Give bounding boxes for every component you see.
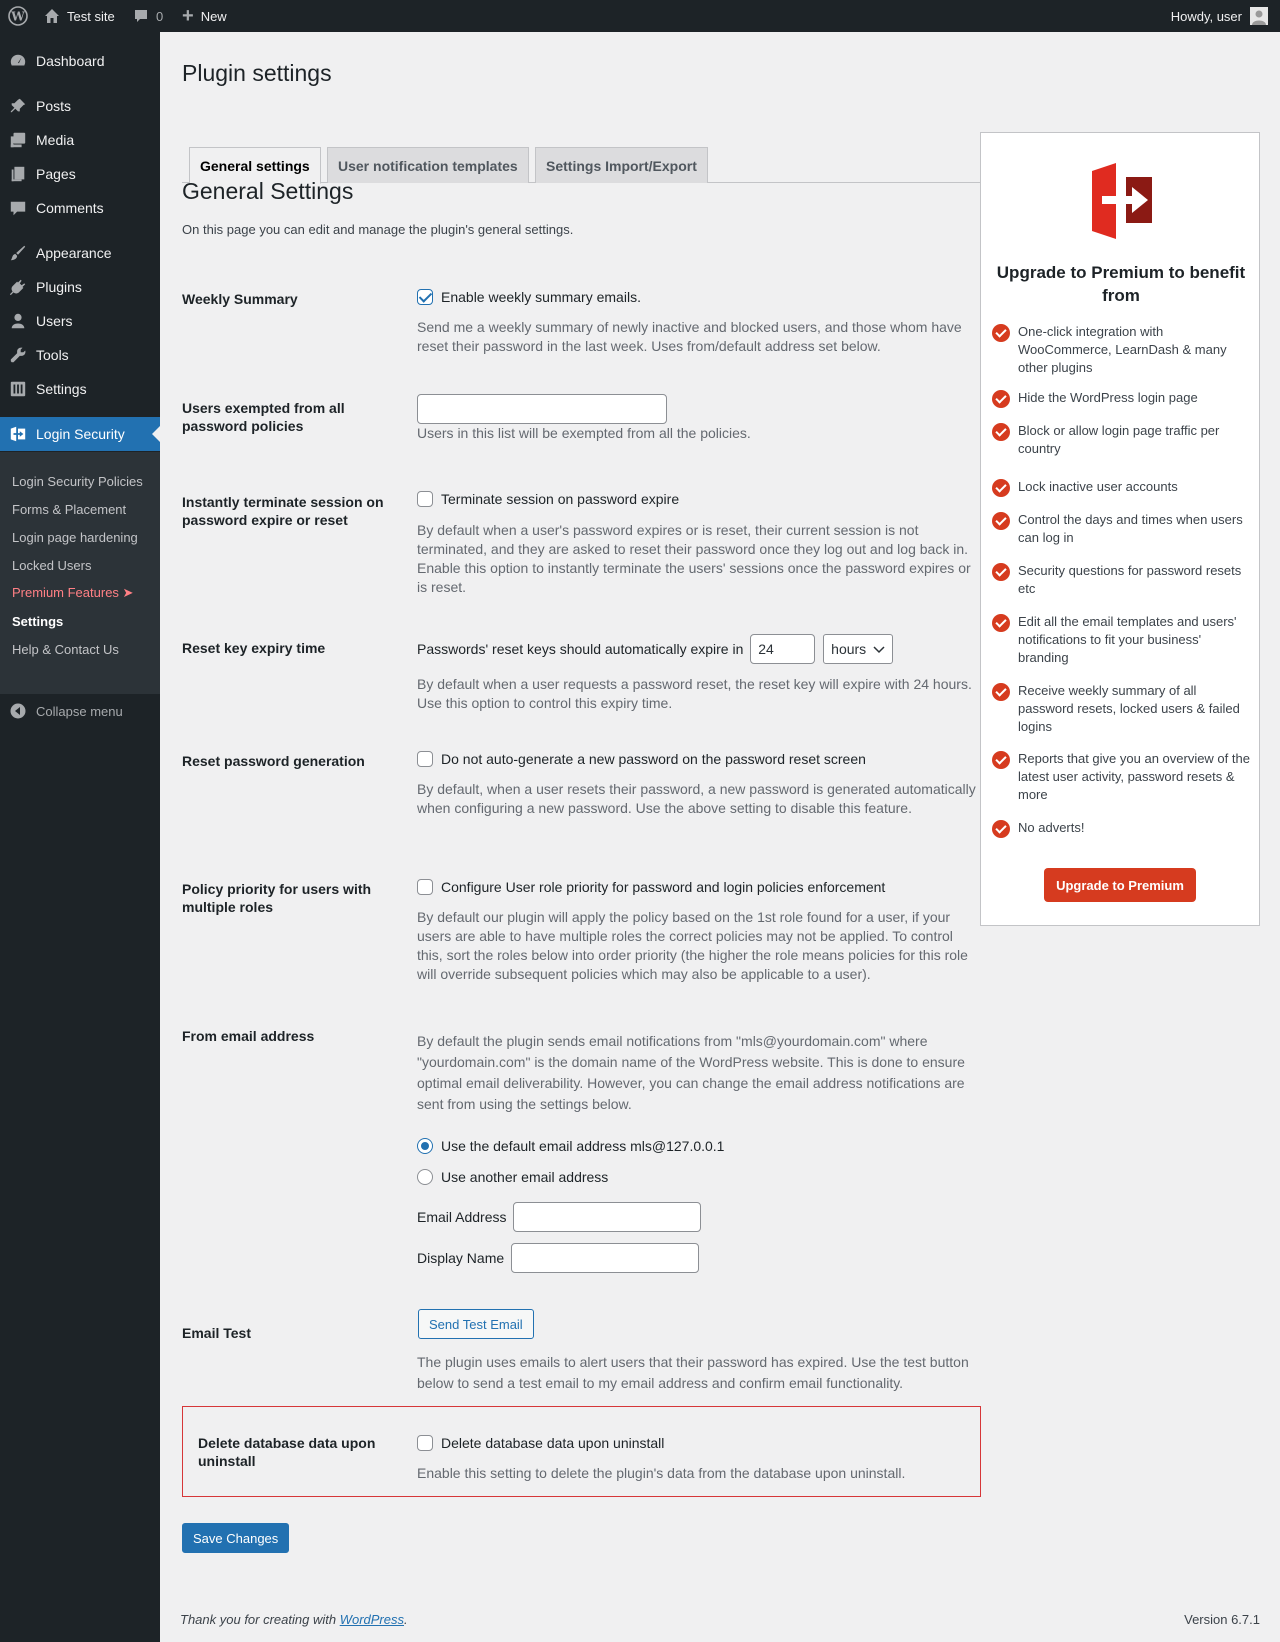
reset-key-expiry-desc: By default when a user requests a password reset, the reset key will expire with 24 hours. Use this option to control this expiry time. [417, 676, 972, 711]
weekly-summary-checkbox-label: Enable weekly summary emails. [441, 289, 641, 305]
footer-thanks [180, 1612, 408, 1627]
tab-user-notification-templates[interactable]: User notification templates [327, 147, 529, 183]
exempted-users-input[interactable] [417, 394, 667, 424]
premium-feature-text: One-click integration with WooCommerce, LearnDash & many other plugins [1018, 324, 1227, 375]
premium-feature [992, 511, 1252, 547]
site-name: Test site [67, 8, 115, 24]
premium-feature-text: Edit all the email templates and users' notifications to fit your business' branding [1018, 614, 1237, 665]
display-name-label: Display Name [417, 1250, 505, 1266]
collapse-menu-button[interactable] [0, 700, 160, 722]
email-test-label: Email Test [182, 1325, 251, 1341]
sidebar-item-login-security[interactable] [0, 417, 160, 451]
login-security-icon [0, 425, 36, 443]
weekly-summary-checkbox[interactable] [417, 289, 433, 305]
terminate-session-field [417, 491, 972, 508]
premium-feature [992, 682, 1252, 736]
sidebar-item-dashboard[interactable] [0, 44, 160, 78]
delete-data-desc: Enable this setting to delete the plugin's data from the database upon uninstall. [417, 1465, 906, 1481]
weekly-summary-desc: Send me a weekly summary of newly inactive and blocked users, and those whom have reset their password in the last week. Uses from/default address set below. [417, 319, 962, 354]
submenu-forms-placement[interactable]: Forms & Placement [12, 501, 127, 517]
sidebar-item-label: Users [36, 313, 73, 329]
delete-data-label: Delete database data upon uninstall [198, 1435, 376, 1469]
exempted-users-desc: Users in this list will be exempted from all the policies. [417, 425, 751, 441]
email-address-label: Email Address [417, 1209, 507, 1225]
check-circle-icon [992, 820, 1010, 838]
wrench-icon [0, 346, 36, 364]
premium-feature-text: Control the days and times when users can log in [1018, 512, 1243, 545]
policy-priority-checkbox-label: Configure User role priority for password and login policies enforcement [441, 879, 886, 895]
premium-title: Upgrade to Premium to benefit from [996, 263, 1246, 305]
sidebar-item-label: Tools [36, 347, 69, 363]
sidebar-item-settings[interactable] [0, 372, 160, 406]
avatar [1250, 7, 1268, 25]
from-email-label: From email address [182, 1028, 315, 1044]
premium-feature [992, 819, 1252, 838]
delete-data-checkbox-label: Delete database data upon uninstall [441, 1435, 665, 1451]
email-test-desc: The plugin uses emails to alert users that their password has expired. Use the test button below to send a test email to my email address and confirm email functionality. [417, 1354, 969, 1391]
svg-text:W: W [11, 9, 25, 24]
sidebar-item-posts[interactable] [0, 89, 160, 123]
premium-feature [992, 613, 1252, 667]
page-title: Plugin settings [182, 60, 332, 86]
user-icon [0, 312, 36, 330]
premium-feature [992, 323, 1252, 377]
premium-feature [992, 389, 1252, 408]
email-address-field [417, 1202, 972, 1232]
sidebar-item-label: Settings [36, 381, 87, 397]
send-test-email-button[interactable]: Send Test Email [418, 1309, 534, 1339]
sidebar-item-label: Plugins [36, 279, 82, 295]
tab-settings-import-export[interactable]: Settings Import/Export [535, 147, 708, 183]
reset-password-generation-checkbox-label: Do not auto-generate a new password on the password reset screen [441, 751, 866, 767]
default-email-radio-label: Use the default email address mls@127.0.0.1 [441, 1138, 725, 1154]
reset-key-expiry-field [417, 634, 972, 664]
upgrade-premium-button[interactable]: Upgrade to Premium [1044, 868, 1196, 902]
exempted-users-label: Users exempted from all password policies [182, 400, 345, 434]
plug-icon [0, 278, 36, 296]
reset-key-unit-select[interactable] [823, 634, 893, 664]
policy-priority-field [417, 879, 972, 896]
sidebar-item-label: Posts [36, 98, 72, 114]
home-icon [44, 8, 60, 24]
pin-icon [0, 97, 36, 115]
other-email-radio-label: Use another email address [441, 1169, 609, 1185]
premium-feature [992, 478, 1252, 497]
sidebar-item-label: Appearance [36, 245, 112, 261]
reset-password-generation-label: Reset password generation [182, 753, 365, 769]
sidebar-item-plugins[interactable] [0, 270, 160, 304]
check-circle-icon [992, 423, 1010, 441]
sidebar-item-appearance[interactable] [0, 236, 160, 270]
chevron-down-icon [873, 641, 885, 657]
settings-tabs [182, 114, 982, 183]
plus-icon: + [182, 4, 194, 27]
admin-sidebar [0, 32, 160, 1642]
premium-feature-text: Block or allow login page traffic per country [1018, 423, 1220, 456]
check-circle-icon [992, 512, 1010, 530]
terminate-session-checkbox-label: Terminate session on password expire [441, 491, 680, 507]
plugin-logo-icon [1090, 163, 1154, 242]
submenu-login-security-policies[interactable]: Login Security Policies [12, 473, 143, 489]
premium-upsell-box [980, 132, 1260, 926]
default-email-option[interactable] [417, 1138, 972, 1155]
weekly-summary-field [417, 289, 972, 306]
premium-feature-text: Hide the WordPress login page [1018, 390, 1198, 405]
from-email-desc: By default the plugin sends email notifications from "mls@yourdomain.com" where "yourdomain.com" is the domain name of the WordPress website. This is done to ensure optimal email deliverability. However, you can change the email address notifications are sent from using the settings below. [417, 1033, 965, 1112]
other-email-radio[interactable] [417, 1169, 433, 1185]
submenu-locked-users[interactable]: Locked Users [12, 557, 92, 573]
delete-data-checkbox[interactable] [417, 1435, 433, 1451]
pages-icon [0, 165, 36, 183]
default-email-radio[interactable] [417, 1138, 433, 1154]
check-circle-icon [992, 563, 1010, 581]
check-circle-icon [992, 751, 1010, 769]
collapse-icon [0, 703, 36, 719]
intro-text: On this page you can edit and manage the plugin's general settings. [182, 222, 574, 237]
sidebar-item-tools[interactable] [0, 338, 160, 372]
comment-icon [133, 8, 149, 24]
other-email-option[interactable] [417, 1169, 972, 1186]
reset-password-generation-checkbox[interactable] [417, 751, 433, 767]
sidebar-item-label: Dashboard [36, 53, 105, 69]
submenu-help-contact[interactable]: Help & Contact Us [12, 641, 119, 657]
policy-priority-checkbox[interactable] [417, 879, 433, 895]
exempted-users-field [417, 394, 972, 424]
premium-feature [992, 750, 1252, 804]
check-circle-icon [992, 479, 1010, 497]
media-icon [0, 131, 36, 149]
reset-key-expiry-text: Passwords' reset keys should automatically expire in [417, 641, 744, 657]
wordpress-link[interactable]: WordPress [339, 1612, 404, 1627]
premium-feature-text: No adverts! [1018, 820, 1085, 835]
sidebar-item-label: Pages [36, 166, 76, 182]
footer-thanks-text: Thank you for creating with [180, 1612, 337, 1627]
reset-key-expiry-input[interactable]: 24 [750, 634, 815, 664]
display-name-input[interactable] [511, 1243, 699, 1273]
check-circle-icon [992, 390, 1010, 408]
policy-priority-desc: By default our plugin will apply the policy based on the 1st role found for a user, if your users are able to have multiple roles the correct policies may not be applied. To control this, sort the roles below into order priority (the higher the role means policies for this role will override subsequent policies which may also be applicable to a user). [417, 909, 968, 982]
new-label: New [200, 8, 227, 24]
sidebar-item-media[interactable] [0, 123, 160, 157]
comment-icon [0, 199, 36, 217]
sidebar-item-label: Comments [36, 200, 104, 216]
terminate-session-desc: By default when a user's password expires or is reset, their current session is not terminated, and they are asked to reset their password once they log out and log back in. Enable this option to instantly terminate the users' sessions once the password expires or is reset. [417, 522, 971, 595]
sidebar-item-comments[interactable] [0, 191, 160, 225]
dashboard-icon [0, 52, 36, 70]
login-security-submenu [0, 452, 160, 694]
premium-feature-text: Lock inactive user accounts [1018, 479, 1178, 494]
comments-link[interactable] [133, 0, 163, 32]
new-content-link[interactable] [182, 0, 227, 32]
check-circle-icon [992, 324, 1010, 342]
check-circle-icon [992, 683, 1010, 701]
tab-general-settings[interactable]: General settings [189, 147, 321, 184]
comments-count: 0 [156, 8, 164, 24]
reset-password-generation-desc: By default, when a user resets their password, a new password is generated automatically when configuring a new password. Use the above setting to disable this feature. [417, 781, 976, 816]
email-address-input[interactable] [513, 1202, 701, 1232]
sidebar-item-pages[interactable] [0, 157, 160, 191]
my-account-link[interactable] [1171, 0, 1268, 32]
howdy-text: Howdy, user [1170, 8, 1242, 24]
settings-icon [0, 380, 36, 398]
reset-key-unit-value: hours [831, 641, 867, 657]
submenu-premium-features[interactable]: Premium Features ➤ [12, 585, 134, 600]
admin-bar [0, 0, 1280, 32]
reset-password-generation-field [417, 751, 972, 768]
premium-feature [992, 562, 1252, 598]
collapse-label: Collapse menu [36, 703, 123, 719]
display-name-field [417, 1243, 972, 1273]
save-changes-button[interactable]: Save Changes [182, 1523, 289, 1553]
reset-key-expiry-label: Reset key expiry time [182, 640, 326, 656]
premium-feature-text: Security questions for password resets etc [1018, 563, 1242, 596]
submenu-settings[interactable]: Settings [12, 613, 64, 629]
terminate-session-label: Instantly terminate session on password expire or reset [182, 494, 384, 528]
brush-icon [0, 244, 36, 262]
footer-thanks-suffix: . [404, 1612, 408, 1627]
policy-priority-label: Policy priority for users with multiple roles [182, 881, 372, 915]
delete-data-field [417, 1435, 972, 1452]
sidebar-item-users[interactable] [0, 304, 160, 338]
check-circle-icon [992, 614, 1010, 632]
premium-feature-text: Receive weekly summary of all password resets, locked users & failed logins [1018, 683, 1240, 734]
premium-feature [992, 422, 1252, 458]
section-title: General Settings [182, 178, 354, 204]
submenu-login-page-hardening[interactable]: Login page hardening [12, 529, 138, 545]
site-name-link[interactable] [44, 0, 115, 32]
footer-version: Version 6.7.1 [1184, 1612, 1260, 1627]
weekly-summary-label: Weekly Summary [182, 291, 298, 307]
premium-feature-text: Reports that give you an overview of the latest user activity, password resets & more [1018, 751, 1250, 802]
wordpress-logo-icon[interactable] [8, 0, 28, 32]
terminate-session-checkbox[interactable] [417, 491, 433, 507]
sidebar-item-label: Media [36, 132, 75, 148]
sidebar-item-label: Login Security [36, 426, 125, 442]
